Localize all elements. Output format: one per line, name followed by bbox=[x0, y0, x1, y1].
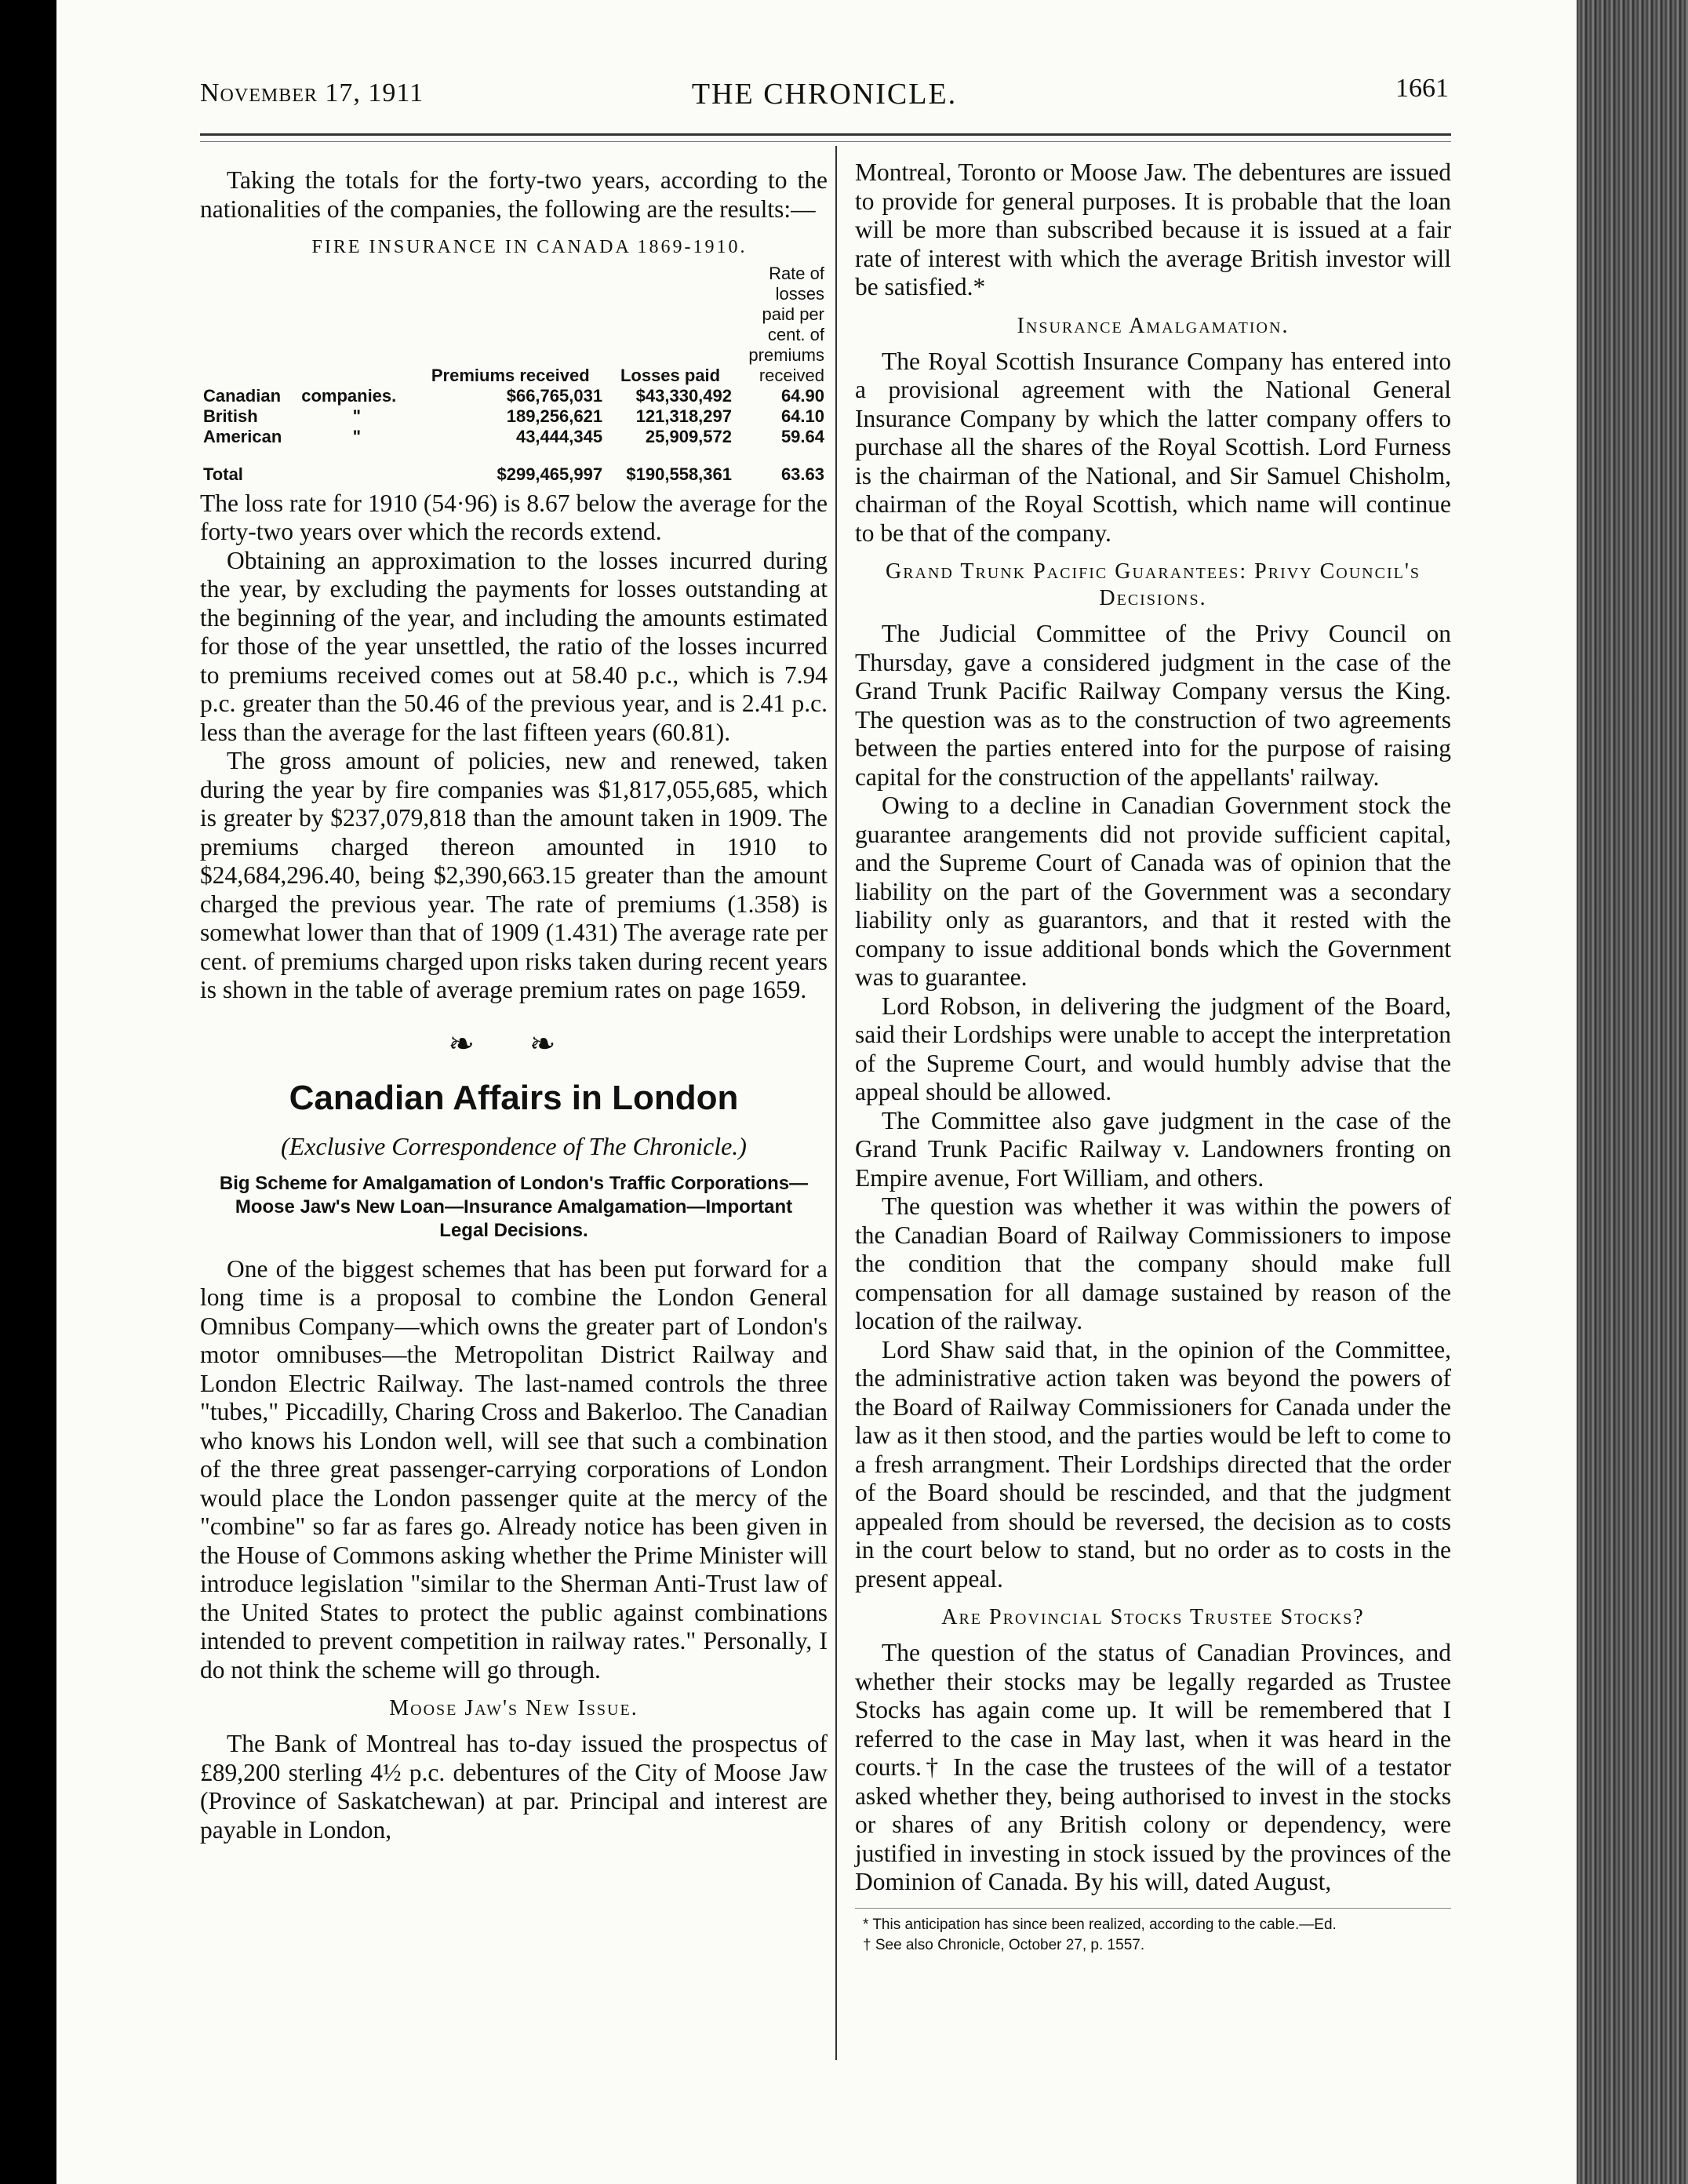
row-ditto: " bbox=[352, 426, 362, 446]
approximation-paragraph: Obtaining an approximation to the losses incurred during the year, by excluding the payments for losses outstanding at the beginning of the year, and including the amounts estimated for those of the year unsettled, the ratio of the losses incurred to premiums received comes out at 58.40 p.c., which is 7.94 p.c. greater than the 50.46 of the previous year, and is 2.41 p.c. less than the average for the last fifteen years (60.81). bbox=[200, 546, 828, 746]
loss-rate-paragraph: The loss rate for 1910 (54·96) is 8.67 below the average for the forty-two years over which the records extend. bbox=[200, 489, 828, 545]
section-subtitle: (Exclusive Correspondence of The Chronicle.) bbox=[281, 1132, 747, 1160]
subhead-provincial-stocks: Are Provincial Stocks Trustee Stocks? bbox=[941, 1605, 1365, 1629]
government-stock-paragraph: Owing to a decline in Canadian Government stock the guarantee arangements did not provide sufficient capital, and the Supreme Court of Canada was of opinion that the liability on the part of the Government was a secondary liability only as guarantors, and that it rested with the company to issue additional bonds which the Government was to guarantee. bbox=[855, 792, 1451, 991]
table-title: FIRE INSURANCE IN CANADA 1869-1910. bbox=[311, 237, 748, 257]
row-premiums: $66,765,031 bbox=[506, 385, 603, 406]
provincial-stocks-paragraph: The question of the status of Canadian Provinces, and whether their stocks may be legally regarded as Trustee Stocks has again come up. It will be remembered that I referred to the case in May last, when it was heard in the courts.† In the case the trustees of the will of a testator asked whether they, being authorised to invest in the stocks or shares of any British colony or dependency, were justified in investing in stock issued by the provinces of the Dominion of Canada. By his will, dated August, bbox=[855, 1639, 1451, 1895]
lord-robson-paragraph: Lord Robson, in delivering the judgment of the Board, said their Lordships were unable to accept the interpretation of the Supreme Court, and would humbly advise that the appeal should be allowed. bbox=[855, 992, 1451, 1105]
row-premiums: 189,256,621 bbox=[506, 406, 603, 426]
footnotes bbox=[855, 1908, 1451, 1956]
row-rate: 64.10 bbox=[780, 406, 824, 426]
gross-amount-paragraph: The gross amount of policies, new and renewed, taken during the year by fire companies was $1,817,055,685, which is greater by $237,079,818 than the amount taken in 1909. The premiums charged thereon amounted in 1910 to $24,684,296.40, being $2,390,663.15 greater than the amount charged the previous year. The rate of premiums (1.358) is somewhat lower than that of 1909 (1.431) The average rate per cent. of premiums charged upon risks taken during recent years is shown in the table of average premium rates on page 1659. bbox=[200, 747, 828, 1003]
column-divider bbox=[835, 146, 837, 2060]
row-losses: 121,318,297 bbox=[635, 406, 732, 426]
table-row bbox=[200, 406, 828, 427]
total-premiums: $299,465,997 bbox=[497, 464, 603, 484]
ornament-divider: ❧ ❧ bbox=[448, 1025, 580, 1061]
amalgamation-paragraph: One of the biggest schemes that has been put forward for a long time is a proposal to combine the London General Omnibus Company—which owns the greater part of London's motor omnibuses—the Metropolitan District Railway and London Electric Railway. The last-named controls the three "tubes," Piccadilly, Charing Cross and Bakerloo. The Canadian who knows his London well, will see that such a combination of the three great passenger-carrying corporations of London would place the London passenger quite at the mercy of the "combine" so far as fares go. Already notice has been given in the House of Commons asking whether the Prime Minister will introduce legislation "similar to the Sherman Anti-Trust law of the United States to protect the public against combinations intended to prevent competition in railway rates." Personally, I do not think the scheme will go through. bbox=[200, 1254, 828, 1684]
issue-date: November 17, 1911 bbox=[200, 78, 424, 107]
row-losses: 25,909,572 bbox=[645, 426, 732, 446]
royal-scottish-paragraph: The Royal Scottish Insurance Company has entered into a provisional agreement with the National General Insurance Company by which the latter company offers to purchase all the shares of the Royal Scottish. Lord Furness is the chairman of the National, and Sir Samuel Chisholm, chairman of the Royal Scottish, which name will continue to be that of the company. bbox=[855, 347, 1451, 547]
total-rate: 63.63 bbox=[780, 464, 824, 484]
total-losses: $190,558,361 bbox=[626, 464, 732, 484]
row-label: British bbox=[203, 406, 258, 426]
row-ditto: " bbox=[352, 406, 362, 426]
table-row bbox=[200, 427, 828, 447]
section-title: Canadian Affairs in London bbox=[289, 1079, 739, 1117]
section-summary: Big Scheme for Amalgamation of London's Traffic Corporations—Moose Jaw's New Loan—Insurance Amalgamation—Important Legal Decisions. bbox=[219, 1172, 809, 1241]
lord-shaw-paragraph: Lord Shaw said that, in the opinion of the Committee, the administrative action taken was beyond the powers of the Board of Railway Commissioners for Canada under the law as it then stood, and the parties would be left to come to a fresh arrangment. Their Lordships directed that the order of the Board should be rescinded, and that the judgment appealed from should be reversed, the decision as to costs in the court below to stand, but no order as to costs in the present appeal. bbox=[855, 1335, 1451, 1592]
subhead-moose-jaw: Moose Jaw's New Issue. bbox=[389, 1696, 638, 1720]
table-total-row bbox=[200, 447, 828, 485]
row-ditto: companies. bbox=[301, 385, 397, 406]
page-number: 1661 bbox=[1395, 74, 1449, 103]
footnote-chronicle: † See also Chronicle, October 27, p. 1557. bbox=[863, 1936, 1145, 1953]
page-header bbox=[200, 74, 1449, 126]
judicial-committee-paragraph: The Judicial Committee of the Privy Council on Thursday, gave a considered judgment in the case of the Grand Trunk Pacific Railway Company versus the King. The question was as to the construction of two agreements between the parties entered into for the purpose of raising capital for the construction of the appellants' railway. bbox=[855, 620, 1451, 791]
book-binding-edge bbox=[1577, 0, 1688, 2184]
table-row bbox=[200, 386, 828, 406]
total-label: Total bbox=[203, 464, 243, 484]
row-rate: 59.64 bbox=[780, 426, 824, 446]
footnote-anticipation: * This anticipation has since been realized, according to the cable.—Ed. bbox=[863, 1916, 1337, 1933]
table-header-blank bbox=[200, 264, 415, 386]
journal-title: THE CHRONICLE. bbox=[691, 78, 958, 111]
row-label: American bbox=[203, 426, 282, 446]
subhead-grand-trunk: Grand Trunk Pacific Guarantees: Privy Council's Decisions. bbox=[885, 559, 1421, 610]
question-paragraph: The question was whether it was within the powers of the Canadian Board of Railway Commissioners to impose the condition that the company should make full compensation for all damage sustained by reason of the location of the railway. bbox=[855, 1192, 1451, 1334]
row-label: Canadian bbox=[203, 385, 282, 406]
header-rule-thin bbox=[200, 141, 1451, 142]
fire-insurance-table bbox=[200, 264, 828, 485]
committee-judgment-paragraph: The Committee also gave judgment in the case of the Grand Trunk Pacific Railway v. Landowners fronting on Empire avenue, Fort William, and others. bbox=[855, 1106, 1451, 1192]
left-column bbox=[200, 166, 828, 1844]
row-losses: $43,330,492 bbox=[635, 385, 732, 406]
continued-paragraph: Montreal, Toronto or Moose Jaw. The debentures are issued to provide for general purposes. It is probable that the loan will be more than subscribed because it is issued at a fair rate of interest with which the average British investor will be satisfied.* bbox=[855, 158, 1451, 300]
moose-jaw-paragraph: The Bank of Montreal has to-day issued the prospectus of £89,200 sterling 4½ p.c. debentures of the City of Moose Jaw (Province of Saskatchewan) at par. Principal and interest are payable in London, bbox=[200, 1730, 828, 1844]
header-premiums: Premiums received bbox=[431, 365, 590, 385]
header-rate: Rate of losses paid per cent. of premiums received bbox=[748, 263, 824, 385]
header-rule bbox=[200, 133, 1451, 136]
right-column bbox=[855, 158, 1451, 1956]
intro-paragraph: Taking the totals for the forty-two years, according to the nationalities of the companies, the following are the results:— bbox=[200, 166, 828, 223]
table-header-row bbox=[200, 264, 828, 386]
row-rate: 64.90 bbox=[780, 385, 824, 406]
header-losses: Losses paid bbox=[620, 365, 721, 385]
row-premiums: 43,444,345 bbox=[515, 426, 603, 446]
subhead-insurance: Insurance Amalgamation. bbox=[1017, 313, 1290, 338]
